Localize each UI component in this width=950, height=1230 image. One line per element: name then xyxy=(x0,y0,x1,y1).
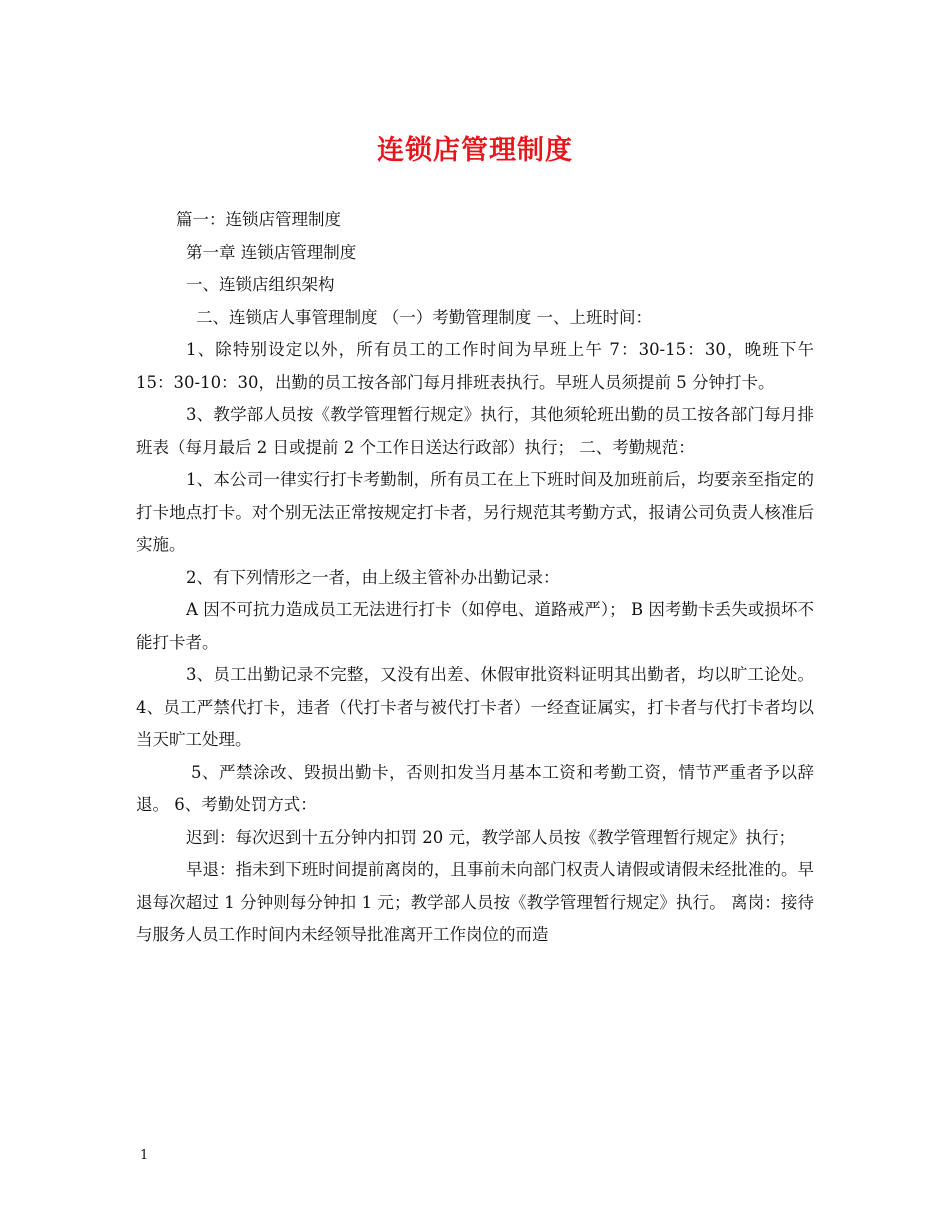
document-title: 连锁店管理制度 xyxy=(377,135,573,166)
paragraph: 1、除特别设定以外，所有员工的工作时间为早班上午 7：30-15：30，晚班下午 15：30-10：30，出勤的员工按各部门每月排班表执行。早班人员须提前 5 分钟打卡。 xyxy=(136,340,814,392)
paragraph: 第一章 连锁店管理制度 xyxy=(186,242,357,262)
paragraph: 二、连锁店人事管理制度 （一）考勤管理制度 一、上班时间： xyxy=(196,307,652,327)
page-number: 1 xyxy=(140,1148,149,1163)
paragraph: A 因不可抗力造成员工无法进行打卡（如停电、道路戒严）； B 因考勤卡丢失或损坏不能打卡者。 xyxy=(136,600,814,652)
paragraph: 迟到：每次迟到十五分钟内扣罚 20 元，教学部人员按《教学管理暂行规定》执行； xyxy=(186,827,795,847)
paragraph: 2、有下列情形之一者，由上级主管补办出勤记录： xyxy=(186,567,560,587)
document-body xyxy=(136,204,814,952)
paragraph: 3、教学部人员按《教学管理暂行规定》执行，其他须轮班出勤的员工按各部门每月排班表（每月最后 2 日或提前 2 个工作日送达行政部）执行； 二、考勤规范： xyxy=(136,405,814,457)
paragraph: 1、本公司一律实行打卡考勤制，所有员工在上下班时间及加班前后，均要亲至指定的打卡地点打卡。对个别无法正常按规定打卡者，另行规范其考勤方式，报请公司负责人核准后实施。 xyxy=(136,470,814,554)
paragraph: 篇一：连锁店管理制度 xyxy=(176,210,341,229)
paragraph: 一、连锁店组织架构 xyxy=(186,275,335,294)
paragraph: 3、员工出勤记录不完整，又没有出差、休假审批资料证明其出勤者，均以旷工论处。 4、员工严禁代打卡，违者（代打卡者与被代打卡者）一经查证属实，打卡者与代打卡者均以当天旷工处理。 xyxy=(136,665,814,749)
paragraph: 早退：指未到下班时间提前离岗的，且事前未向部门权责人请假或请假未经批准的。早退每次超过 1 分钟则每分钟扣 1 元；教学部人员按《教学管理暂行规定》执行。 离岗：接待与服务人员工作时间内未经领导批准离开工作岗位的而造 xyxy=(136,860,814,944)
paragraph: 5、严禁涂改、毁损出勤卡，否则扣发当月基本工资和考勤工资，情节严重者予以辞退。 6、考勤处罚方式： xyxy=(136,762,814,814)
